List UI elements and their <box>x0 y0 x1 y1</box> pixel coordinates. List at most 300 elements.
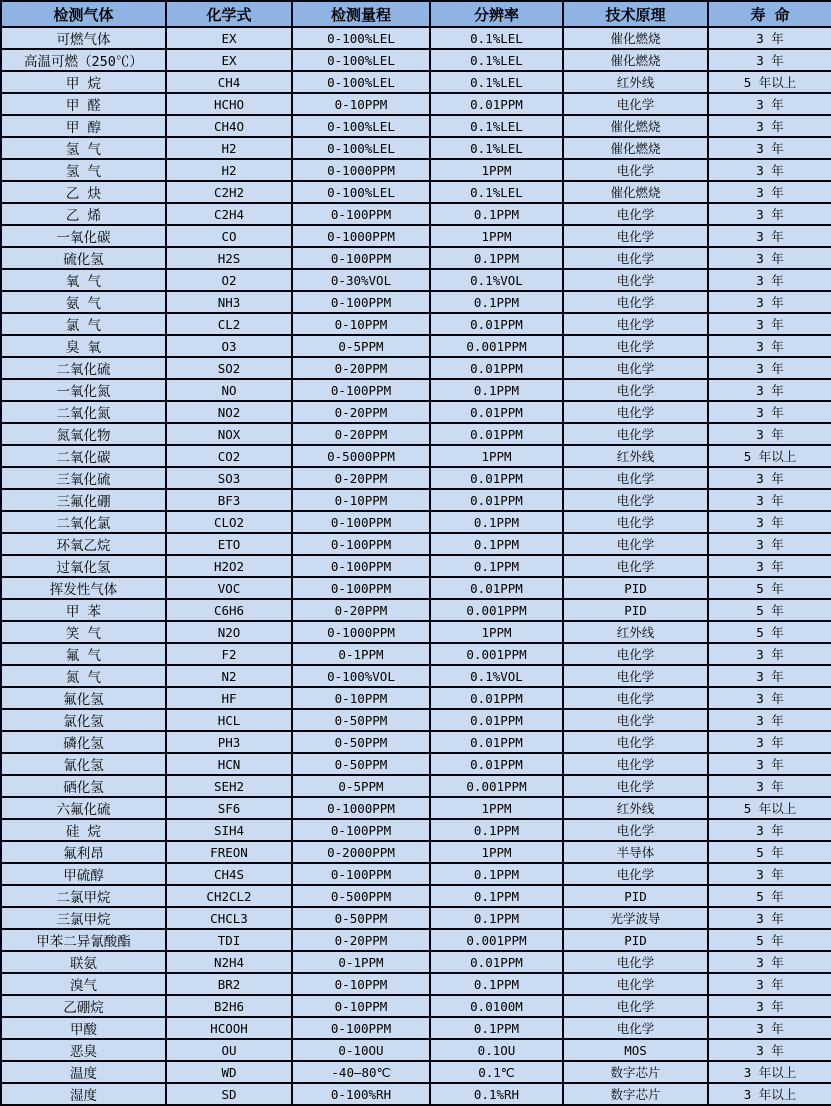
cell-resolution: 0.1PPM <box>430 533 563 555</box>
cell-formula: C2H2 <box>166 181 292 203</box>
cell-gas-name: 过氧化氢 <box>1 555 166 577</box>
cell-principle: 电化学 <box>563 973 708 995</box>
cell-formula: H2 <box>166 137 292 159</box>
cell-resolution: 0.1PPM <box>430 863 563 885</box>
cell-gas-name: 联氨 <box>1 951 166 973</box>
cell-formula: B2H6 <box>166 995 292 1017</box>
header-lifespan: 寿 命 <box>708 1 831 27</box>
cell-gas-name: 氢 气 <box>1 137 166 159</box>
cell-gas-name: 乙 炔 <box>1 181 166 203</box>
cell-gas-name: 氧 气 <box>1 269 166 291</box>
cell-principle: 电化学 <box>563 313 708 335</box>
header-row <box>1 1 831 27</box>
cell-range: 0-20PPM <box>292 929 430 951</box>
cell-range: 0-10PPM <box>292 973 430 995</box>
table-row <box>1 577 831 599</box>
cell-resolution: 1PPM <box>430 797 563 819</box>
cell-resolution: 0.1%LEL <box>430 137 563 159</box>
cell-formula: O2 <box>166 269 292 291</box>
cell-principle: 电化学 <box>563 863 708 885</box>
cell-formula: CH4O <box>166 115 292 137</box>
cell-resolution: 0.001PPM <box>430 335 563 357</box>
cell-principle: PID <box>563 885 708 907</box>
table-row <box>1 445 831 467</box>
cell-gas-name: 氟利昂 <box>1 841 166 863</box>
cell-lifespan: 5 年以上 <box>708 71 831 93</box>
table-row <box>1 71 831 93</box>
cell-gas-name: 氮 气 <box>1 665 166 687</box>
cell-principle: 电化学 <box>563 533 708 555</box>
cell-resolution: 0.01PPM <box>430 731 563 753</box>
cell-formula: HCOOH <box>166 1017 292 1039</box>
cell-formula: WD <box>166 1061 292 1083</box>
cell-resolution: 0.1%LEL <box>430 181 563 203</box>
cell-resolution: 0.01PPM <box>430 951 563 973</box>
table-row <box>1 247 831 269</box>
cell-resolution: 0.01PPM <box>430 313 563 335</box>
cell-range: 0-20PPM <box>292 599 430 621</box>
cell-formula: N2O <box>166 621 292 643</box>
cell-formula: FREON <box>166 841 292 863</box>
cell-gas-name: 六氟化硫 <box>1 797 166 819</box>
table-row <box>1 225 831 247</box>
cell-formula: HCN <box>166 753 292 775</box>
cell-lifespan: 3 年 <box>708 181 831 203</box>
cell-resolution: 0.1PPM <box>430 511 563 533</box>
cell-gas-name: 三氧化硫 <box>1 467 166 489</box>
header-range: 检测量程 <box>292 1 430 27</box>
cell-lifespan: 3 年 <box>708 907 831 929</box>
cell-principle: PID <box>563 577 708 599</box>
cell-formula: CH4S <box>166 863 292 885</box>
cell-range: -40—80℃ <box>292 1061 430 1083</box>
cell-lifespan: 3 年 <box>708 291 831 313</box>
cell-lifespan: 3 年 <box>708 401 831 423</box>
cell-gas-name: 硒化氢 <box>1 775 166 797</box>
cell-range: 0-1000PPM <box>292 621 430 643</box>
cell-formula: CO <box>166 225 292 247</box>
table-row <box>1 511 831 533</box>
cell-gas-name: 臭 氧 <box>1 335 166 357</box>
cell-principle: 电化学 <box>563 401 708 423</box>
cell-resolution: 1PPM <box>430 159 563 181</box>
table-row <box>1 819 831 841</box>
cell-formula: F2 <box>166 643 292 665</box>
cell-lifespan: 3 年以上 <box>708 1061 831 1083</box>
cell-formula: SO2 <box>166 357 292 379</box>
cell-resolution: 0.1℃ <box>430 1061 563 1083</box>
table-row <box>1 1061 831 1083</box>
cell-resolution: 0.1%RH <box>430 1083 563 1105</box>
table-row <box>1 269 831 291</box>
cell-principle: 电化学 <box>563 995 708 1017</box>
cell-lifespan: 3 年 <box>708 115 831 137</box>
cell-principle: 电化学 <box>563 379 708 401</box>
cell-range: 0-100PPM <box>292 533 430 555</box>
cell-formula: NO <box>166 379 292 401</box>
cell-lifespan: 3 年 <box>708 379 831 401</box>
cell-gas-name: 氨 气 <box>1 291 166 313</box>
cell-principle: 电化学 <box>563 1017 708 1039</box>
table-row <box>1 401 831 423</box>
cell-gas-name: 湿度 <box>1 1083 166 1105</box>
table-row <box>1 687 831 709</box>
cell-resolution: 0.1%LEL <box>430 49 563 71</box>
cell-principle: 电化学 <box>563 511 708 533</box>
table-row <box>1 841 831 863</box>
cell-gas-name: 二氯甲烷 <box>1 885 166 907</box>
cell-resolution: 0.01PPM <box>430 577 563 599</box>
cell-gas-name: 三氯甲烷 <box>1 907 166 929</box>
table-row <box>1 423 831 445</box>
cell-formula: EX <box>166 49 292 71</box>
cell-range: 0-20PPM <box>292 357 430 379</box>
cell-resolution: 0.1PPM <box>430 555 563 577</box>
cell-principle: 催化燃烧 <box>563 181 708 203</box>
cell-lifespan: 3 年 <box>708 665 831 687</box>
table-row <box>1 929 831 951</box>
cell-principle: 数字芯片 <box>563 1061 708 1083</box>
cell-resolution: 0.01PPM <box>430 423 563 445</box>
cell-gas-name: 溴气 <box>1 973 166 995</box>
cell-lifespan: 3 年 <box>708 1039 831 1061</box>
cell-principle: 电化学 <box>563 225 708 247</box>
cell-principle: 电化学 <box>563 819 708 841</box>
cell-gas-name: 二氧化碳 <box>1 445 166 467</box>
cell-formula: HCHO <box>166 93 292 115</box>
table-row <box>1 885 831 907</box>
cell-range: 0-100%LEL <box>292 27 430 49</box>
cell-lifespan: 3 年 <box>708 687 831 709</box>
cell-principle: PID <box>563 929 708 951</box>
cell-lifespan: 5 年以上 <box>708 445 831 467</box>
cell-principle: 电化学 <box>563 159 708 181</box>
table-row <box>1 621 831 643</box>
cell-formula: SO3 <box>166 467 292 489</box>
table-row <box>1 357 831 379</box>
cell-range: 0-100PPM <box>292 1017 430 1039</box>
cell-lifespan: 3 年 <box>708 995 831 1017</box>
cell-formula: PH3 <box>166 731 292 753</box>
cell-principle: 数字芯片 <box>563 1083 708 1105</box>
table-row <box>1 753 831 775</box>
cell-gas-name: 挥发性气体 <box>1 577 166 599</box>
cell-formula: BF3 <box>166 489 292 511</box>
cell-principle: 电化学 <box>563 753 708 775</box>
cell-gas-name: 二氧化氯 <box>1 511 166 533</box>
cell-lifespan: 5 年 <box>708 929 831 951</box>
cell-lifespan: 3 年 <box>708 27 831 49</box>
cell-gas-name: 乙 烯 <box>1 203 166 225</box>
cell-gas-name: 氯化氢 <box>1 709 166 731</box>
table-row <box>1 951 831 973</box>
cell-resolution: 0.1%VOL <box>430 665 563 687</box>
cell-principle: 电化学 <box>563 357 708 379</box>
cell-resolution: 0.1%LEL <box>430 115 563 137</box>
cell-gas-name: 高温可燃（250℃） <box>1 49 166 71</box>
cell-lifespan: 3 年 <box>708 159 831 181</box>
cell-formula: CH2CL2 <box>166 885 292 907</box>
cell-formula: H2O2 <box>166 555 292 577</box>
cell-principle: 电化学 <box>563 555 708 577</box>
cell-resolution: 0.01PPM <box>430 709 563 731</box>
cell-resolution: 0.1PPM <box>430 247 563 269</box>
cell-range: 0-5PPM <box>292 775 430 797</box>
cell-range: 0-100%LEL <box>292 181 430 203</box>
cell-formula: CH4 <box>166 71 292 93</box>
cell-formula: BR2 <box>166 973 292 995</box>
cell-resolution: 0.1PPM <box>430 203 563 225</box>
cell-resolution: 0.01PPM <box>430 357 563 379</box>
table-row <box>1 797 831 819</box>
cell-gas-name: 氰化氢 <box>1 753 166 775</box>
cell-formula: TDI <box>166 929 292 951</box>
cell-lifespan: 3 年 <box>708 709 831 731</box>
cell-formula: SIH4 <box>166 819 292 841</box>
cell-formula: NO2 <box>166 401 292 423</box>
table-row <box>1 665 831 687</box>
cell-gas-name: 一氧化氮 <box>1 379 166 401</box>
header-resolution: 分辨率 <box>430 1 563 27</box>
cell-lifespan: 5 年 <box>708 599 831 621</box>
table-row <box>1 1083 831 1105</box>
cell-formula: ETO <box>166 533 292 555</box>
cell-range: 0-10PPM <box>292 489 430 511</box>
cell-range: 0-100PPM <box>292 555 430 577</box>
table-row <box>1 93 831 115</box>
table-row <box>1 137 831 159</box>
cell-resolution: 0.1%VOL <box>430 269 563 291</box>
cell-lifespan: 5 年 <box>708 621 831 643</box>
table-row <box>1 907 831 929</box>
cell-range: 0-2000PPM <box>292 841 430 863</box>
table-row <box>1 995 831 1017</box>
cell-gas-name: 硫化氢 <box>1 247 166 269</box>
cell-lifespan: 3 年 <box>708 93 831 115</box>
cell-resolution: 1PPM <box>430 841 563 863</box>
cell-gas-name: 笑 气 <box>1 621 166 643</box>
cell-principle: 电化学 <box>563 775 708 797</box>
cell-range: 0-50PPM <box>292 731 430 753</box>
cell-formula: CHCL3 <box>166 907 292 929</box>
cell-principle: 电化学 <box>563 93 708 115</box>
cell-lifespan: 3 年 <box>708 753 831 775</box>
cell-resolution: 1PPM <box>430 445 563 467</box>
cell-gas-name: 甲酸 <box>1 1017 166 1039</box>
table-row <box>1 181 831 203</box>
cell-gas-name: 二氧化硫 <box>1 357 166 379</box>
cell-range: 0-20PPM <box>292 401 430 423</box>
cell-range: 0-100PPM <box>292 577 430 599</box>
cell-range: 0-50PPM <box>292 709 430 731</box>
cell-gas-name: 乙硼烷 <box>1 995 166 1017</box>
cell-formula: C6H6 <box>166 599 292 621</box>
cell-formula: SEH2 <box>166 775 292 797</box>
cell-gas-name: 甲 醇 <box>1 115 166 137</box>
table-body <box>1 27 831 1105</box>
cell-lifespan: 5 年 <box>708 841 831 863</box>
cell-principle: 电化学 <box>563 951 708 973</box>
cell-range: 0-500PPM <box>292 885 430 907</box>
cell-lifespan: 5 年 <box>708 577 831 599</box>
cell-range: 0-1PPM <box>292 951 430 973</box>
table-row <box>1 775 831 797</box>
cell-resolution: 0.01PPM <box>430 753 563 775</box>
cell-formula: N2H4 <box>166 951 292 973</box>
cell-formula: N2 <box>166 665 292 687</box>
cell-formula: OU <box>166 1039 292 1061</box>
cell-range: 0-1PPM <box>292 643 430 665</box>
cell-range: 0-50PPM <box>292 753 430 775</box>
cell-range: 0-10PPM <box>292 687 430 709</box>
table-row <box>1 863 831 885</box>
cell-resolution: 0.1PPM <box>430 885 563 907</box>
cell-resolution: 0.0100M <box>430 995 563 1017</box>
table-row <box>1 313 831 335</box>
cell-principle: 红外线 <box>563 797 708 819</box>
cell-principle: MOS <box>563 1039 708 1061</box>
cell-formula: VOC <box>166 577 292 599</box>
cell-principle: 电化学 <box>563 643 708 665</box>
cell-gas-name: 甲 醛 <box>1 93 166 115</box>
cell-gas-name: 二氧化氮 <box>1 401 166 423</box>
header-formula: 化学式 <box>166 1 292 27</box>
cell-principle: 红外线 <box>563 445 708 467</box>
cell-range: 0-100%LEL <box>292 71 430 93</box>
table-row <box>1 555 831 577</box>
cell-formula: SF6 <box>166 797 292 819</box>
cell-gas-name: 氯 气 <box>1 313 166 335</box>
table-row <box>1 643 831 665</box>
cell-lifespan: 5 年 <box>708 885 831 907</box>
table-header <box>1 1 831 27</box>
cell-gas-name: 氢 气 <box>1 159 166 181</box>
table-row <box>1 291 831 313</box>
cell-principle: 电化学 <box>563 731 708 753</box>
cell-resolution: 0.1PPM <box>430 379 563 401</box>
cell-range: 0-20PPM <box>292 467 430 489</box>
cell-gas-name: 可燃气体 <box>1 27 166 49</box>
cell-gas-name: 甲 烷 <box>1 71 166 93</box>
cell-range: 0-1000PPM <box>292 159 430 181</box>
cell-formula: SD <box>166 1083 292 1105</box>
cell-resolution: 0.1PPM <box>430 1017 563 1039</box>
cell-principle: 催化燃烧 <box>563 27 708 49</box>
cell-formula: O3 <box>166 335 292 357</box>
cell-lifespan: 3 年 <box>708 951 831 973</box>
cell-gas-name: 一氧化碳 <box>1 225 166 247</box>
cell-lifespan: 3 年 <box>708 511 831 533</box>
cell-principle: PID <box>563 599 708 621</box>
cell-range: 0-100PPM <box>292 247 430 269</box>
cell-range: 0-100%LEL <box>292 115 430 137</box>
cell-lifespan: 3 年 <box>708 1017 831 1039</box>
cell-gas-name: 氮氧化物 <box>1 423 166 445</box>
cell-range: 0-5000PPM <box>292 445 430 467</box>
cell-gas-name: 三氟化硼 <box>1 489 166 511</box>
cell-range: 0-30%VOL <box>292 269 430 291</box>
cell-principle: 电化学 <box>563 335 708 357</box>
cell-range: 0-100%LEL <box>292 49 430 71</box>
cell-resolution: 0.001PPM <box>430 775 563 797</box>
cell-formula: CL2 <box>166 313 292 335</box>
table-row <box>1 467 831 489</box>
cell-principle: 催化燃烧 <box>563 49 708 71</box>
cell-principle: 半导体 <box>563 841 708 863</box>
cell-formula: CLO2 <box>166 511 292 533</box>
cell-lifespan: 3 年 <box>708 973 831 995</box>
cell-resolution: 1PPM <box>430 621 563 643</box>
cell-resolution: 0.001PPM <box>430 643 563 665</box>
table-row <box>1 27 831 49</box>
cell-resolution: 0.01PPM <box>430 401 563 423</box>
cell-range: 0-1000PPM <box>292 797 430 819</box>
cell-range: 0-100%VOL <box>292 665 430 687</box>
cell-range: 0-5PPM <box>292 335 430 357</box>
cell-range: 0-100PPM <box>292 819 430 841</box>
cell-lifespan: 3 年 <box>708 731 831 753</box>
cell-lifespan: 3 年 <box>708 313 831 335</box>
cell-principle: 电化学 <box>563 489 708 511</box>
cell-lifespan: 3 年 <box>708 137 831 159</box>
cell-lifespan: 3 年 <box>708 819 831 841</box>
cell-resolution: 0.1PPM <box>430 819 563 841</box>
cell-formula: C2H4 <box>166 203 292 225</box>
cell-lifespan: 3 年 <box>708 357 831 379</box>
cell-principle: 光学波导 <box>563 907 708 929</box>
cell-resolution: 0.1%LEL <box>430 27 563 49</box>
header-principle: 技术原理 <box>563 1 708 27</box>
cell-lifespan: 3 年 <box>708 203 831 225</box>
cell-lifespan: 3 年 <box>708 269 831 291</box>
table-row <box>1 731 831 753</box>
cell-principle: 电化学 <box>563 467 708 489</box>
cell-resolution: 0.01PPM <box>430 93 563 115</box>
table-row <box>1 533 831 555</box>
table-row <box>1 159 831 181</box>
cell-lifespan: 3 年 <box>708 489 831 511</box>
cell-formula: H2 <box>166 159 292 181</box>
cell-gas-name: 甲 苯 <box>1 599 166 621</box>
cell-principle: 催化燃烧 <box>563 137 708 159</box>
table-row <box>1 1017 831 1039</box>
cell-principle: 电化学 <box>563 687 708 709</box>
cell-range: 0-100%RH <box>292 1083 430 1105</box>
cell-resolution: 0.1PPM <box>430 907 563 929</box>
cell-lifespan: 3 年 <box>708 775 831 797</box>
table-row <box>1 115 831 137</box>
cell-resolution: 0.1%LEL <box>430 71 563 93</box>
cell-lifespan: 3 年 <box>708 863 831 885</box>
cell-gas-name: 环氧乙烷 <box>1 533 166 555</box>
cell-principle: 电化学 <box>563 203 708 225</box>
cell-principle: 电化学 <box>563 709 708 731</box>
cell-gas-name: 磷化氢 <box>1 731 166 753</box>
cell-formula: EX <box>166 27 292 49</box>
cell-range: 0-1000PPM <box>292 225 430 247</box>
cell-range: 0-10PPM <box>292 93 430 115</box>
cell-lifespan: 3 年 <box>708 49 831 71</box>
cell-lifespan: 3 年 <box>708 247 831 269</box>
cell-lifespan: 5 年以上 <box>708 797 831 819</box>
cell-principle: 红外线 <box>563 71 708 93</box>
cell-resolution: 0.1PPM <box>430 973 563 995</box>
cell-lifespan: 3 年 <box>708 467 831 489</box>
cell-principle: 电化学 <box>563 291 708 313</box>
cell-principle: 电化学 <box>563 247 708 269</box>
cell-resolution: 0.1PPM <box>430 291 563 313</box>
cell-lifespan: 3 年 <box>708 225 831 247</box>
